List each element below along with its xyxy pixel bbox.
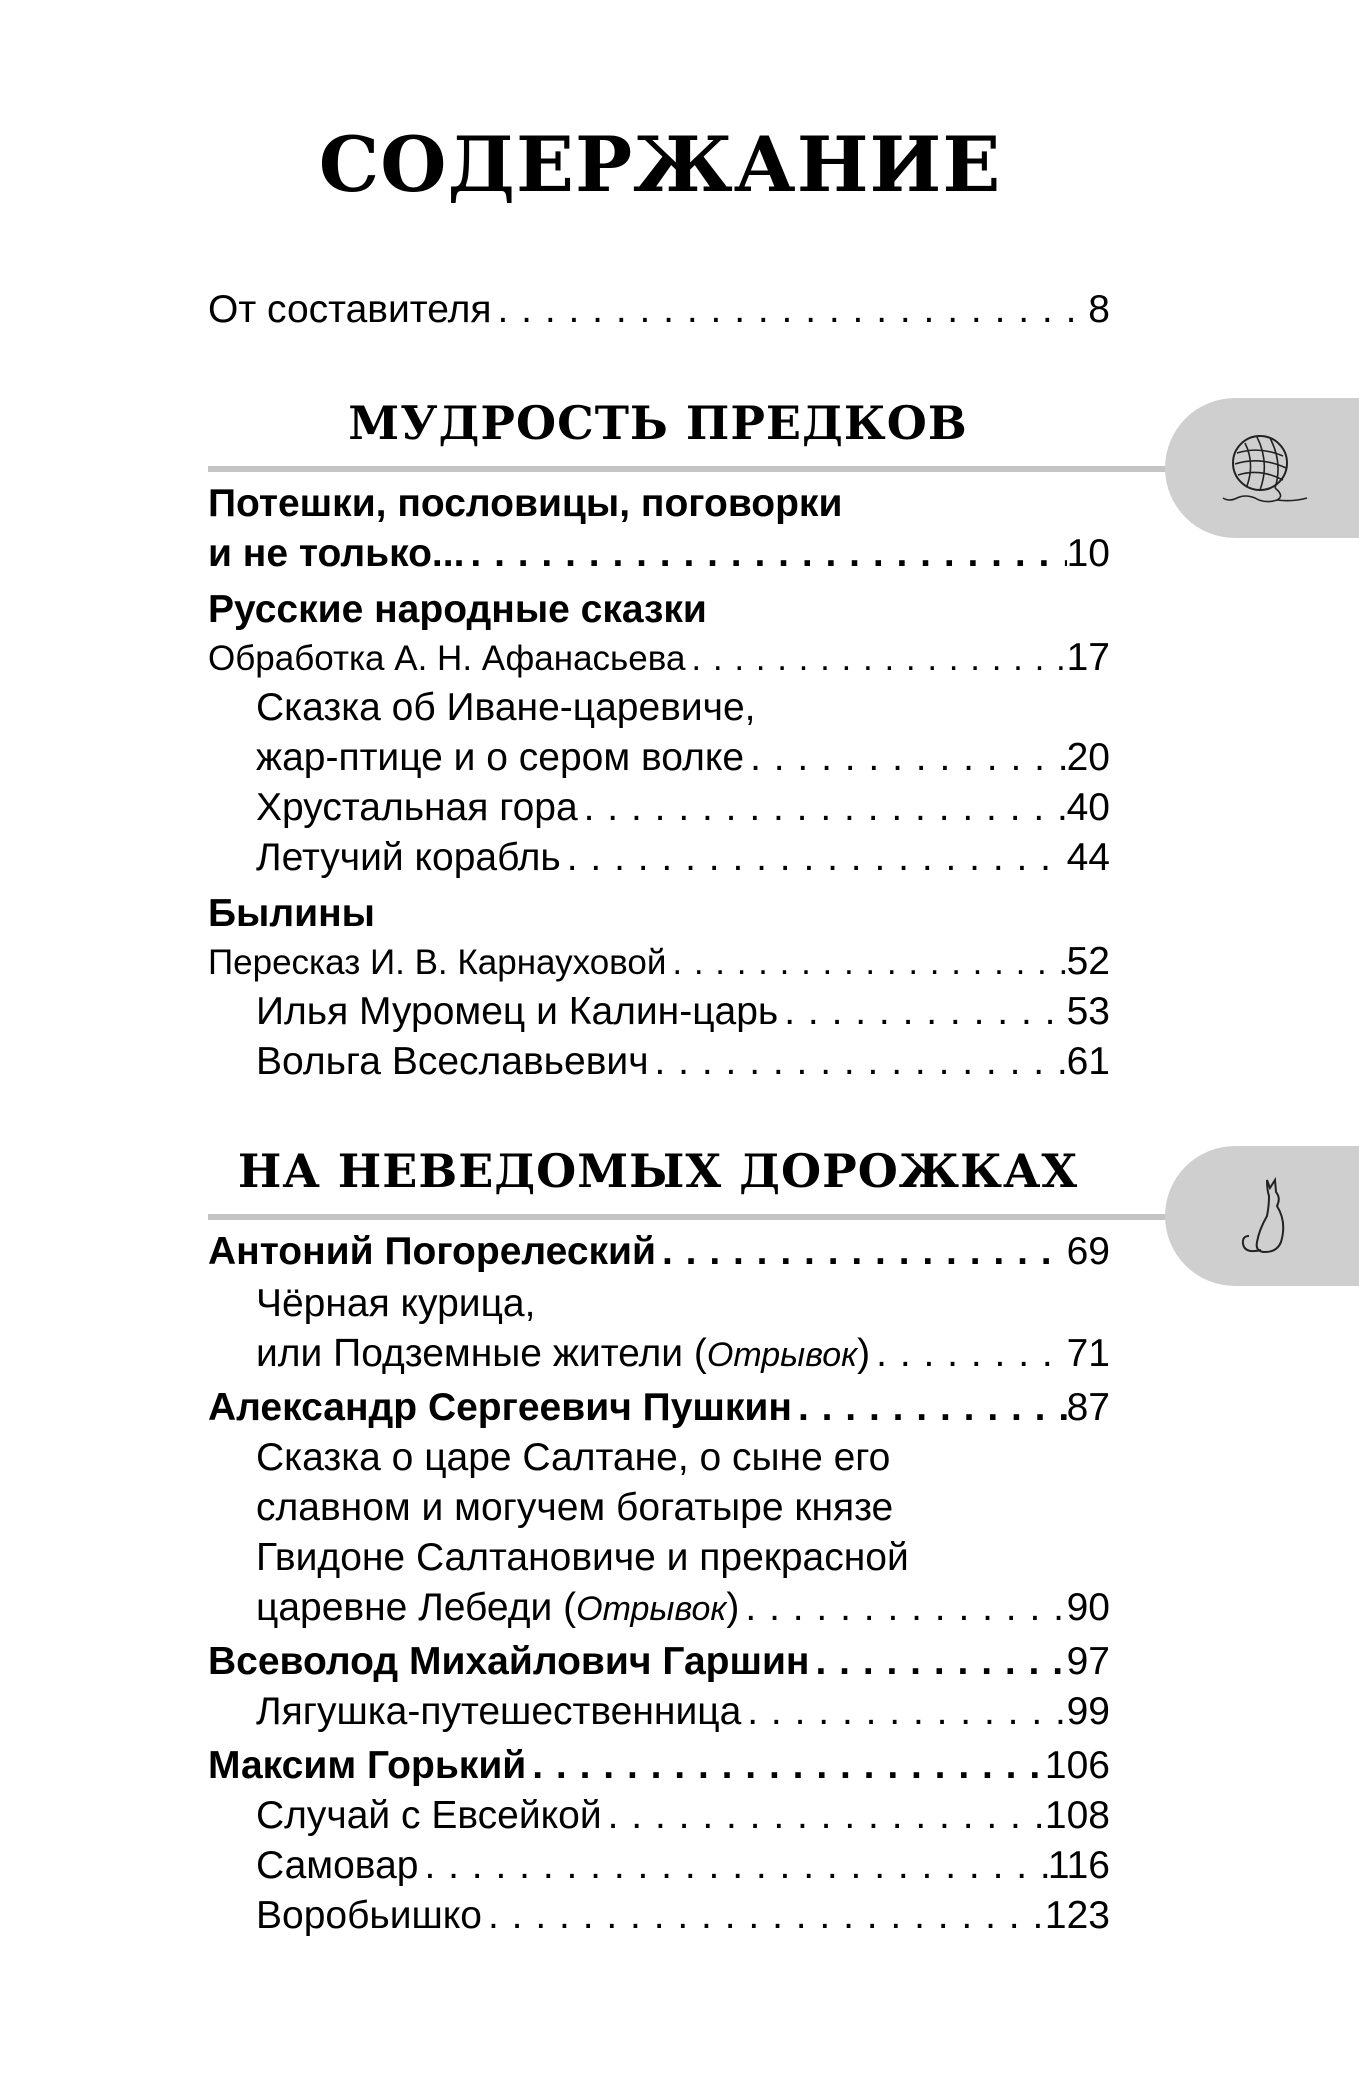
page-number: 69 — [1066, 1230, 1110, 1273]
page-number: 106 — [1044, 1744, 1110, 1787]
page-number: 20 — [1066, 736, 1110, 779]
dot-leader — [602, 1794, 1045, 1838]
dot-leader — [656, 1230, 1067, 1274]
toc-entry-saltan-3[interactable] — [256, 1536, 1110, 1586]
page-number: 123 — [1044, 1894, 1110, 1937]
excerpt-label: Отрывок — [706, 1336, 858, 1374]
entry-label-end: ) — [857, 1332, 871, 1375]
section-tab-2 — [1165, 1146, 1359, 1286]
toc-entry-black-hen-2[interactable] — [256, 1332, 1110, 1382]
toc-entry-gorky[interactable] — [208, 1744, 1110, 1794]
toc-entry-vorobishko[interactable] — [256, 1894, 1110, 1944]
page-number: 87 — [1066, 1386, 1110, 1429]
entry-label: Александр Сергеевич Пушкин — [208, 1386, 792, 1429]
dot-leader — [464, 532, 1066, 576]
dot-leader — [685, 639, 1066, 679]
toc-entry-flying-ship[interactable] — [256, 836, 1110, 886]
toc-entry-evseyka[interactable] — [256, 1794, 1110, 1844]
page-number: 44 — [1066, 836, 1110, 879]
entry-label: жар-птице и о сером волке — [256, 736, 745, 779]
entry-label: царевне Лебеди ( — [256, 1586, 577, 1629]
page-title: СОДЕРЖАНИЕ — [318, 120, 1002, 209]
page-number: 116 — [1047, 1844, 1110, 1887]
dot-leader — [741, 1690, 1066, 1734]
dot-leader — [491, 288, 1088, 332]
page-number: 108 — [1044, 1794, 1110, 1837]
dot-leader — [744, 736, 1067, 780]
entry-label: Самовар — [256, 1844, 419, 1887]
toc-entry-black-hen-1[interactable] — [256, 1282, 1110, 1332]
toc-entry-afanasiev[interactable] — [208, 636, 1110, 686]
dot-leader — [649, 1040, 1067, 1084]
toc-entry-saltan-1[interactable] — [256, 1436, 1110, 1486]
toc-entry-frog[interactable] — [256, 1690, 1110, 1740]
toc-entry-byliny[interactable] — [208, 892, 1110, 942]
toc-entry-volga[interactable] — [256, 1040, 1110, 1090]
toc-entry-poteshki-1[interactable] — [208, 482, 1110, 532]
entry-label: От составителя — [208, 288, 492, 331]
toc-entry-ivan-2[interactable] — [256, 736, 1110, 786]
page-number: 17 — [1066, 636, 1110, 679]
toc-entry-poteshki-2[interactable] — [208, 532, 1110, 582]
entry-label: Чёрная курица, — [256, 1282, 536, 1325]
section-tab-1 — [1165, 398, 1359, 538]
dot-leader — [418, 1844, 1047, 1888]
section-heading-1: МУДРОСТЬ ПРЕДКОВ — [348, 396, 968, 450]
entry-label: Сказка о царе Салтане, о сыне его — [256, 1436, 891, 1479]
cat-icon — [1215, 1166, 1315, 1266]
toc-entry-ivan-1[interactable] — [256, 686, 1110, 736]
entry-label: Русские народные сказки — [208, 588, 707, 631]
entry-label: Хрустальная гора — [256, 786, 578, 829]
page-number: 52 — [1066, 940, 1110, 983]
excerpt-label: Отрывок — [576, 1590, 727, 1628]
dot-leader — [778, 990, 1066, 1034]
toc-entry-garshin[interactable] — [208, 1640, 1110, 1690]
entry-label: Илья Муромец и Калин-царь — [256, 990, 779, 1033]
toc-entry-karnaukhova[interactable] — [208, 940, 1110, 990]
page-number: 71 — [1066, 1332, 1110, 1375]
entry-label: Потешки, пословицы, поговорки — [208, 482, 843, 525]
entry-label: Летучий корабль — [256, 836, 561, 879]
entry-label: Вольга Всеславьевич — [256, 1040, 649, 1083]
toc-entry-samovar[interactable] — [256, 1844, 1110, 1894]
entry-label: Былины — [208, 892, 375, 935]
dot-leader — [739, 1586, 1066, 1630]
toc-entry-saltan-2[interactable] — [256, 1486, 1110, 1536]
entry-label: Сказка об Иване-царевиче, — [256, 686, 756, 729]
entry-label: Обработка А. Н. Афанасьева — [208, 639, 686, 678]
entry-label: Максим Горький — [208, 1744, 527, 1787]
entry-label: Антоний Погорелеский — [208, 1230, 656, 1273]
page-number: 97 — [1066, 1640, 1110, 1683]
section-heading-2: НА НЕВЕДОМЫХ ДОРОЖКАХ — [237, 1144, 1079, 1198]
section-divider-1 — [208, 466, 1208, 472]
toc-entry-crystal-mountain[interactable] — [256, 786, 1110, 836]
entry-label: славном и могучем богатыре князе — [256, 1486, 894, 1529]
entry-label: Пересказ И. В. Карнауховой — [208, 943, 667, 982]
entry-label: Воробьишко — [256, 1894, 483, 1937]
entry-label: Гвидоне Салтановиче и прекрасной — [256, 1536, 909, 1579]
toc-entry-pogorelsky[interactable] — [208, 1230, 1110, 1280]
entry-label: Лягушка-путешественница — [256, 1690, 742, 1733]
page-number: 10 — [1066, 532, 1110, 575]
dot-leader — [482, 1894, 1045, 1938]
yarn-ball-icon — [1215, 418, 1315, 518]
toc-entry-saltan-4[interactable] — [256, 1586, 1110, 1636]
toc-entry-pushkin[interactable] — [208, 1386, 1110, 1436]
dot-leader — [810, 1640, 1067, 1684]
entry-label: или Подземные жители ( — [256, 1332, 707, 1375]
dot-leader — [870, 1332, 1066, 1376]
entry-label-end: ) — [726, 1586, 740, 1629]
entry-label: Случай с Евсейкой — [256, 1794, 602, 1837]
page-number: 90 — [1066, 1586, 1110, 1629]
toc-entry-ilya[interactable] — [256, 990, 1110, 1040]
dot-leader — [792, 1386, 1067, 1430]
entry-label: Всеволод Михайлович Гаршин — [208, 1640, 810, 1683]
page-number: 99 — [1066, 1690, 1110, 1733]
page-number: 53 — [1066, 990, 1110, 1033]
page-number: 40 — [1066, 786, 1110, 829]
page-number: 8 — [1088, 288, 1110, 331]
section-divider-2 — [208, 1214, 1208, 1220]
toc-entry-intro[interactable] — [208, 288, 1110, 338]
toc-entry-folk-tales[interactable] — [208, 588, 1110, 638]
entry-label: и не только... — [208, 532, 465, 575]
dot-leader — [578, 786, 1067, 830]
dot-leader — [561, 836, 1067, 880]
dot-leader — [526, 1744, 1045, 1788]
page-number: 61 — [1066, 1040, 1110, 1083]
dot-leader — [666, 943, 1066, 983]
